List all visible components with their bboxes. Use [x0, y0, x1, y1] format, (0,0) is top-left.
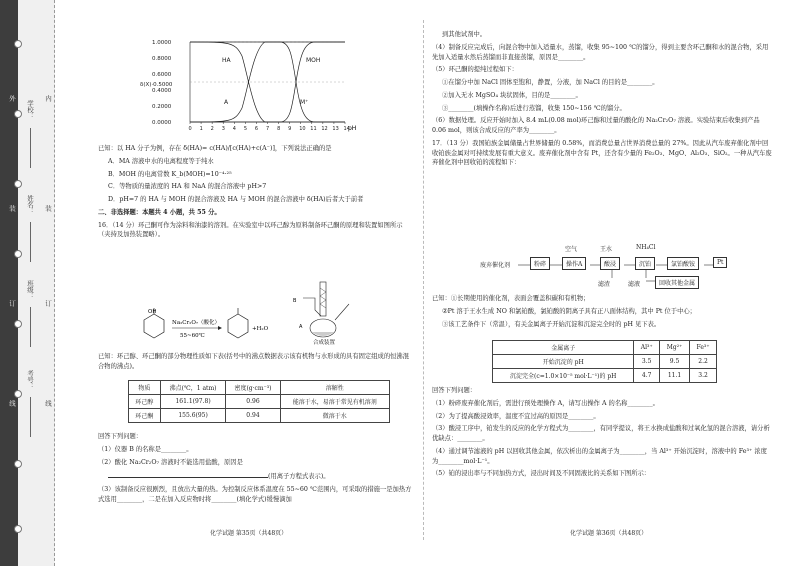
a-label: A: [224, 99, 229, 106]
flow-step-operation-a: 操作A: [562, 257, 586, 270]
x-tick: 8: [277, 126, 281, 132]
known-2: ②Pt 溶于王水生成 NO 和氯铂酸，氯铂酸的阴离子具有正八面体结构，其中 Pt 位于中心；: [442, 307, 696, 315]
table-cell: 2.2: [690, 355, 717, 369]
flow-aqua-regia: 王水: [600, 246, 613, 253]
table-header: 溶解性: [280, 381, 389, 395]
hole: [14, 390, 22, 398]
table-cell: 3.2: [690, 369, 717, 383]
dropping-funnel: [303, 298, 321, 316]
name-line: [30, 222, 31, 262]
y-tick: δ(X)·0.5000: [140, 82, 173, 88]
q16-intro: 16．（14 分）环己酮可作为涂料和油漆的溶剂。在实验室中以环己醇为原料制备环己酮的原理和装置如图所示（夹持及加热装置略）。: [98, 221, 403, 239]
table-header-row: [493, 341, 717, 355]
x-tick: 14: [343, 126, 350, 132]
table-cell: 9.5: [659, 355, 689, 369]
table-cell: 开始沉淀的 pH: [493, 355, 634, 369]
name-label: 姓名：: [26, 195, 34, 215]
class-line: [30, 307, 31, 347]
table-row: [493, 369, 717, 383]
m-label: M⁺: [300, 99, 309, 106]
hole: [14, 180, 22, 188]
flow-step-acid-leach: 酸浸: [600, 257, 620, 270]
margin-outer-2: 装: [8, 205, 16, 212]
y-tick: 0.0000: [152, 120, 172, 126]
flow-nh4cl: NH₄Cl: [636, 244, 656, 251]
flow-filtrate: 滤液: [628, 281, 641, 288]
svg-text:A: A: [299, 324, 303, 330]
table-cell: 微溶于水: [280, 409, 389, 423]
flow-residue: 滤渣: [598, 281, 611, 288]
sub-q5: （5）环己酮的提纯过程如下：: [432, 66, 518, 74]
reaction-reagent: Na₂Cr₂O₇（酸化）: [172, 320, 221, 326]
option-c: C．等物质的量浓度的 HA 和 NaA 的混合溶液中 pH>7: [108, 183, 267, 191]
margin-outer-4: 线: [8, 400, 16, 407]
hole: [14, 525, 22, 533]
school-label: 学校：: [26, 100, 34, 120]
table-cell: 11.1: [659, 369, 689, 383]
option-a: A．MA 溶液中水的电离程度等于纯水: [108, 157, 214, 165]
right-text-1: [432, 30, 772, 171]
table-header: Fe³⁺: [690, 341, 717, 355]
table-row: [493, 355, 717, 369]
cyclohexanone-ring: [228, 314, 248, 338]
margin-inner-2: 装: [44, 205, 52, 212]
x-tick: 11: [310, 126, 317, 132]
x-tick: 1: [199, 126, 203, 132]
sub-q2-tail-text: (用离子方程式表示)。: [268, 473, 330, 481]
left-footer: 化学试题 第35页（共48页）: [210, 530, 288, 537]
sub-q5-2: ②加入无水 MgSO₄ 块状固体，目的是________。: [442, 91, 582, 99]
q17-sub-2: （2）为了提高酸浸效率，温度不宜过高的原因是________。: [432, 412, 600, 420]
ph-table: [492, 340, 717, 383]
flow-arrows: [518, 262, 718, 287]
distribution-graph: [140, 36, 360, 136]
margin-outer-3: 订: [8, 300, 16, 307]
sub-q4: （4）制备反应完成后，向混合物中加入适量水，蒸馏，收集 95~100 ℃的馏分，得到主要含环己酮和水的混合物，采用先加入适量水然后蒸馏而非直接蒸馏，原因是________。: [432, 43, 769, 61]
q3-continued: 到其他试剂中。: [442, 31, 487, 38]
flow-step-pt: Pt: [713, 257, 727, 268]
condenser: [320, 282, 326, 316]
x-tick: 12: [321, 126, 328, 132]
svg-text:B: B: [293, 298, 297, 304]
apparatus-figure: [285, 280, 370, 345]
table-header: 金属离子: [493, 341, 634, 355]
q17-sub-4: （4）通过调节滤液的 pH 以回收其他金属，依次析出的金属离子为________，当 Al³⁺ 开始沉淀时，溶液中的 Fe³⁺ 浓度为________mol·L⁻¹。: [432, 447, 767, 465]
margin-inner-4: 线: [44, 400, 52, 407]
section-heading: 二、非选择题：本题共 4 小题，共 55 分。: [98, 208, 221, 216]
table-header: Mg²⁺: [659, 341, 689, 355]
table-cell: 155.6(95): [160, 409, 226, 423]
left-text-3: [98, 432, 413, 508]
right-text-3: [432, 386, 772, 482]
x-ticks: [189, 122, 350, 132]
x-tick: 6: [254, 126, 259, 132]
known-1: 已知：①长期使用的催化剂，表面会覆盖积碳和有机物；: [432, 295, 590, 302]
table-cell: 0.94: [226, 409, 280, 423]
option-d: D．pH=7 的 HA 与 MOH 的混合溶液及 HA 与 MOH 的混合溶液中 δ(HA)后者大于前者: [108, 196, 364, 203]
answer-prompt: 回答下列问题：: [98, 433, 143, 440]
flow-step-ammonium-salt: 氯铂酸铵: [667, 257, 699, 270]
q17-sub-1: （1）粉碎废弃催化剂后，需进行预处理操作 A，请写出操作 A 的名称________。: [432, 399, 659, 407]
table-cell: 环己醇: [129, 395, 161, 409]
option-b: B．MOH 的电离常数 K_b(MOH)=10⁻⁴·²⁵: [108, 170, 232, 178]
table-header: 密度(g·cm⁻³): [226, 381, 280, 395]
x-tick: 9: [288, 126, 292, 132]
table-cell: 3.5: [634, 355, 660, 369]
school-line: [30, 128, 31, 168]
right-footer: 化学试题 第36页（共48页）: [570, 530, 648, 537]
table-cell: 4.7: [634, 369, 660, 383]
q17-sub-5: （5）铂的浸出率与不同加热方式，浸出时间及不同固液比的关系如下图所示：: [432, 470, 651, 478]
left-text-2: [98, 352, 413, 375]
binding-strip-dark: [0, 0, 18, 566]
id-label: 考号：: [26, 370, 34, 390]
table-cell: 沉淀完全(c=1.0×10⁻⁵ mol·L⁻¹)的 pH: [493, 369, 634, 383]
cyclohexanol-ring: [144, 314, 164, 338]
properties-table: [128, 380, 390, 423]
apparatus-caption: 合成装置: [313, 340, 336, 346]
moh-label: MOH: [306, 57, 321, 64]
table-header: 沸点(℃，1 atm): [160, 381, 226, 395]
y-tick: 0.4000: [152, 88, 172, 94]
left-text-1: [98, 144, 413, 243]
class-label: 班级：: [26, 280, 34, 300]
sub-q6: （6）数据处理。反应开始时加入 8.4 mL(0.08 mol)环己醇和过量的酸化的 Na₂Cr₂O₇ 溶液。实验结束后收集到产品 0.06 mol，则该合成反应的产率为________。: [432, 117, 760, 134]
y-tick: 0.2000: [152, 104, 172, 110]
sub-q1: （1）仪器 B 的名称是________。: [98, 445, 193, 453]
margin-outer-1: 外: [8, 95, 16, 102]
table-cell: 161.1(97.8): [160, 395, 226, 409]
x-tick: 4: [232, 126, 236, 132]
page-divider: [423, 20, 424, 540]
known-3: ③该工艺条件下（常温），有关金属离子开始沉淀和沉淀完全时的 pH 见下表。: [442, 320, 661, 328]
x-tick: 2: [210, 126, 214, 132]
y-tick: 1.0000: [152, 40, 172, 46]
hole: [14, 110, 22, 118]
x-tick: 10: [299, 126, 306, 132]
reaction-temp: 55~60℃: [180, 333, 205, 339]
q17-stem: 17．（13 分）我国铂族金属储量占世界储量的 0.58%，而消费总量占世界消费总量的 27%。因此从汽车废弃催化剂中回收铂族金属对可持续发展有重大意义。废弃催化剂中含有 Pt，还含有少量的 Fe₂O₃、MgO、Al₂O₃、SiO₂。一种从汽车废弃催化剂中回收铂的流程如下：: [432, 139, 772, 167]
sub-q3: （3）该制备反应很剧烈，且放出大量的热。为控制反应体系温度在 55~60 ℃范围内，可采取的措施一是加热方式选用________，二是在加入反应物时将________(填化学式)缓慢滴加: [98, 486, 412, 503]
x-tick: 3: [221, 126, 225, 132]
table-row: [129, 395, 390, 409]
table-header: Al³⁺: [634, 341, 660, 355]
props-intro: 已知：环己醇、环己酮的部分物理性质如下表(括号中的沸点数据表示该有机物与水形成的具有固定组成的恒沸混合物的沸点)。: [98, 353, 410, 370]
hole: [14, 460, 22, 468]
flow-step-crush: 粉碎: [530, 257, 550, 270]
answer-blank[interactable]: [108, 470, 268, 478]
hole: [14, 250, 22, 258]
hole: [14, 40, 22, 48]
sub-q5-3: ③________(填操作名称)后进行蒸馏，收集 150~156 ℃的馏分。: [442, 104, 626, 112]
sub-q5-1: ①在馏分中加 NaCl 固体至饱和，静置，分液，加 NaCl 的目的是________。: [442, 79, 659, 86]
svg-text:OH: OH: [148, 309, 157, 315]
right-text-2: [432, 294, 772, 332]
water-product: +H₂O: [252, 326, 269, 332]
table-header-row: [129, 381, 390, 395]
id-line: [30, 397, 31, 437]
flow-air: 空气: [565, 246, 578, 253]
sub-q2: （2）酸化 Na₂Cr₂O₇ 溶液时不能选用盐酸，原因是: [98, 458, 243, 466]
table-cell: 能溶于水，易溶于常见有机溶剂: [280, 395, 389, 409]
reaction-scheme: [130, 310, 270, 350]
table-header: 物质: [129, 381, 161, 395]
x-tick: 5: [243, 126, 248, 132]
x-tick: 7: [266, 126, 270, 132]
answer-prompt-right: 回答下列问题：: [432, 387, 477, 394]
ha-label: HA: [222, 57, 231, 64]
binding-margin: [18, 0, 55, 566]
x-axis-label: pH: [348, 125, 357, 132]
table-cell: 环己酮: [129, 409, 161, 423]
y-tick: 0.8000: [152, 56, 172, 62]
margin-inner-1: 内: [44, 95, 52, 102]
x-tick: 13: [332, 126, 339, 132]
flow-start: 废弃催化剂: [480, 262, 511, 269]
table-cell: 0.96: [226, 395, 280, 409]
margin-inner-3: 订: [44, 300, 52, 307]
hole: [14, 320, 22, 328]
thermometer: [335, 304, 349, 320]
q15-stem: 已知：以 HA 分子为例，存在 δ(HA)= c(HA)/[c(HA)+c(A⁻)]，下列说法正确的是: [98, 145, 332, 152]
flow-recover-metals: 回收其他金属: [655, 276, 699, 289]
q17-sub-3: （3）酸浸工序中，铂发生的反应的化学方程式为________，有同学提议，将王水换成盐酸和过氧化氢的混合溶液，请分析优缺点：________。: [432, 425, 770, 442]
sub-q2-tail: [98, 470, 413, 482]
y-tick: 0.6000: [152, 72, 172, 78]
flow-step-precipitate-pt: 沉铂: [635, 257, 655, 270]
x-tick: 0: [188, 126, 192, 132]
table-row: [129, 409, 390, 423]
